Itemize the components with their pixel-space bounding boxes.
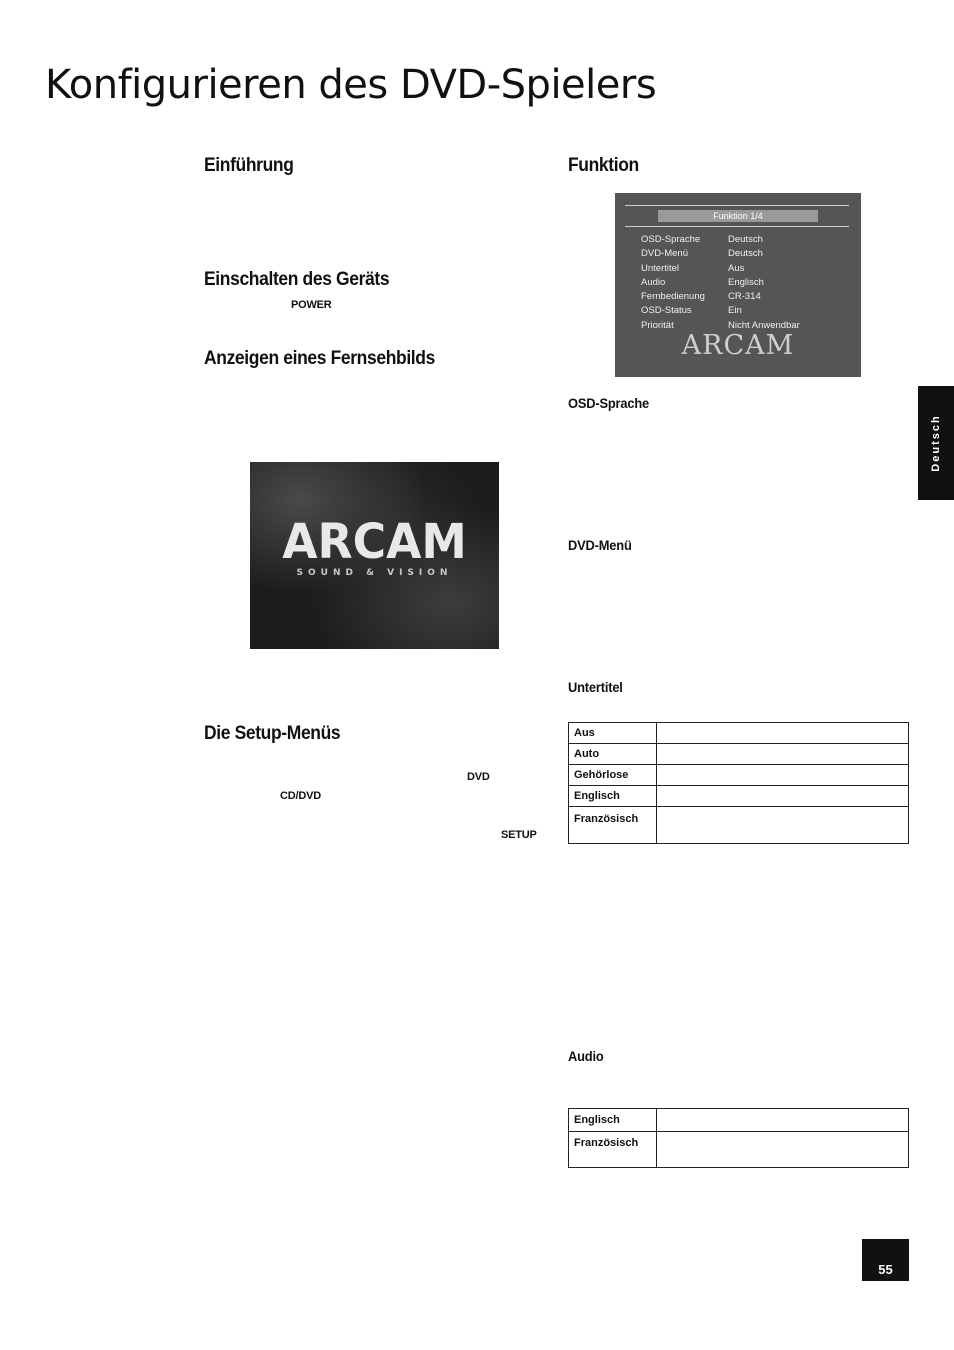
osd-menu-list [641, 233, 800, 333]
option-description [657, 744, 909, 765]
option-label: Auto [569, 744, 657, 765]
osd-divider-top [625, 205, 849, 206]
option-label: Französisch [569, 807, 657, 844]
osd-row-value: Ein [728, 305, 742, 317]
intro-heading: Einführung [204, 155, 294, 176]
osd-row-label: Audio [641, 276, 666, 288]
option-description [657, 1109, 909, 1132]
osd-row [641, 247, 800, 261]
osd-divider-bottom [625, 226, 849, 227]
osd-row-label: DVD-Menü [641, 248, 688, 260]
option-label: Englisch [569, 1109, 657, 1132]
osd-row [641, 276, 800, 290]
osd-row-label: OSD-Sprache [641, 234, 701, 245]
dvd-key-label: DVD [467, 771, 490, 783]
option-label: Französisch [569, 1132, 657, 1168]
audio-heading: Audio [568, 1048, 604, 1064]
osd-row-value: Englisch [728, 276, 764, 288]
osd-row-label: Untertitel [641, 262, 680, 274]
option-description [657, 1132, 909, 1168]
arcam-tv-image [250, 462, 499, 649]
arcam-tagline: SOUND & VISION [296, 568, 453, 578]
osd-row [641, 290, 800, 304]
power-key-label: POWER [291, 299, 332, 311]
osd-sprache-heading: OSD-Sprache [568, 395, 650, 411]
table-row [569, 807, 909, 844]
option-description [657, 786, 909, 807]
arcam-logo: ARCAM [282, 514, 467, 570]
language-tab-label: Deutsch [930, 414, 942, 472]
cd-dvd-key-label: CD/DVD [280, 790, 321, 802]
page-number-box [862, 1239, 909, 1281]
untertitel-options-table [568, 722, 909, 844]
option-label: Aus [569, 723, 657, 744]
option-label: Englisch [569, 786, 657, 807]
dvd-menu-heading: DVD-Menü [568, 537, 632, 553]
power-heading: Einschalten des Geräts [204, 269, 390, 290]
option-description [657, 765, 909, 786]
table-row [569, 1132, 909, 1168]
option-description [657, 723, 909, 744]
osd-row [641, 262, 800, 276]
osd-arcam-logo: ARCAM [681, 330, 795, 361]
osd-screen [615, 193, 861, 377]
setup-key-label: SETUP [501, 829, 537, 841]
function-heading: Funktion [568, 155, 639, 176]
osd-row-value: Nicht Anwendbar [728, 319, 800, 331]
page-title: Konfigurieren des DVD-Spielers [45, 62, 657, 108]
untertitel-heading: Untertitel [568, 679, 623, 695]
table-row [569, 765, 909, 786]
table-row [569, 723, 909, 744]
table-row [569, 1109, 909, 1132]
audio-options-table [568, 1108, 909, 1168]
osd-row-label: Priorität [641, 319, 674, 331]
language-side-tab [918, 386, 954, 500]
osd-row-label: OSD-Status [641, 305, 692, 317]
setup-heading: Die Setup-Menüs [204, 723, 341, 744]
osd-row-value: Deutsch [728, 248, 763, 260]
option-description [657, 807, 909, 844]
tv-heading: Anzeigen eines Fernsehbilds [204, 348, 435, 369]
osd-row [641, 304, 800, 318]
page-number: 55 [878, 1262, 893, 1277]
table-row [569, 744, 909, 765]
osd-title: Funktion 1/4 [658, 210, 818, 222]
table-row [569, 786, 909, 807]
osd-row-value: CR-314 [728, 291, 761, 303]
osd-row-value: Aus [728, 262, 745, 274]
osd-row [641, 233, 800, 247]
osd-row-value: Deutsch [728, 234, 763, 245]
osd-row-label: Fernbedienung [641, 291, 705, 303]
option-label: Gehörlose [569, 765, 657, 786]
